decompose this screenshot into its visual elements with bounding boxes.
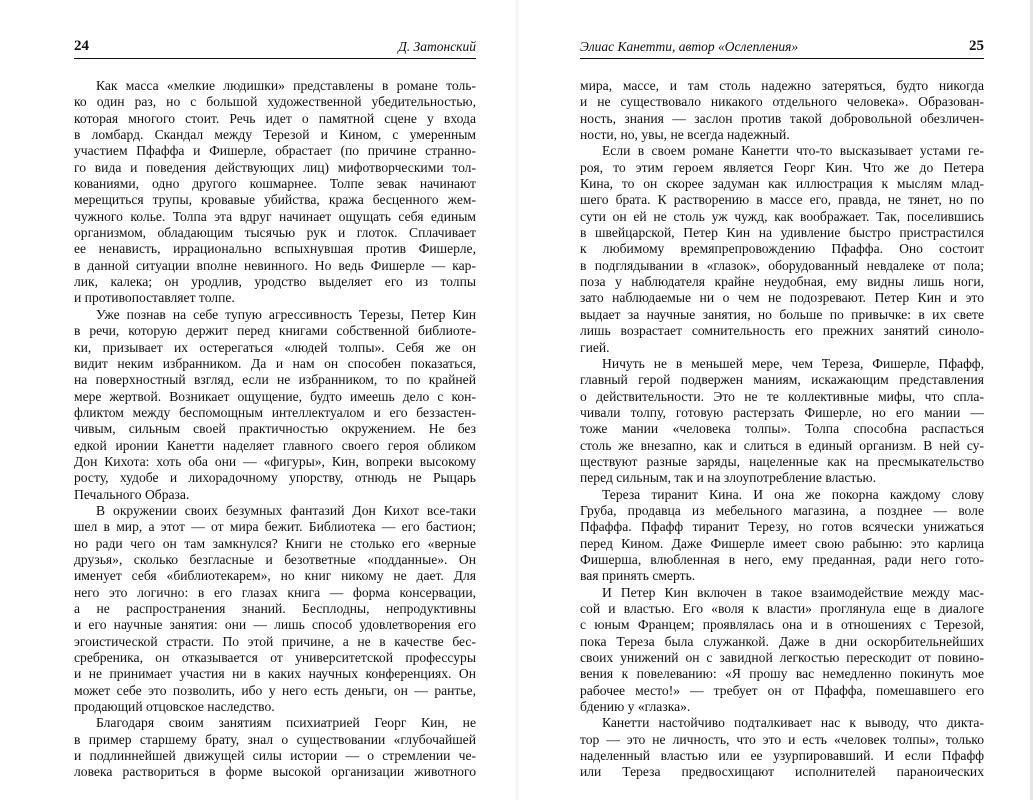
text-line: на поверхностный взгляд, если не избранником, то по крайней xyxy=(74,372,476,388)
text-line: Пфаффа. Пфафф тиранит Терезу, но готов всячески унижаться xyxy=(580,519,984,535)
text-line: с юным Францем; проявлялась она и в отношениях с Терезой, xyxy=(580,617,984,633)
text-line: Тереза тиранит Кина. И она же покорна каждому слову xyxy=(602,486,984,502)
text-line: лишь возрастает сомнительность его прежних занятий синоло- xyxy=(580,323,984,339)
text-line: роя, то этим героем является Георг Кин. Что же до Петера xyxy=(580,159,984,175)
text-line: мира, массе, и там столь надежно затеряться, будто никогда xyxy=(580,78,984,93)
text-line: в подглядывании в «глазок», оборудованный невдалеке от пола; xyxy=(580,257,984,273)
text-line: шего брата. К растворению в массе его, правда, не тянет, но по xyxy=(580,192,984,208)
text-line: вая принять смерть. xyxy=(580,568,696,584)
text-line: продающий отцовское наследство. xyxy=(74,699,275,715)
right-page xyxy=(580,0,984,800)
text-line: И Петер Кин включен в такое взаимодействие между мас- xyxy=(602,584,984,600)
left-page-text xyxy=(74,78,476,781)
text-line: Благодаря своим занятиям психиатрией Георг Кин, не xyxy=(96,715,476,731)
text-line: и его научные занятия: они — лишь способ удовлетворения его xyxy=(74,617,476,633)
text-line: Как масса «мелкие людишки» представлены в романе толь- xyxy=(96,78,476,93)
text-line: бдению у «глазка». xyxy=(580,699,691,715)
text-line: Фишерша, влюбленная в него, ему преданная, ради него гото- xyxy=(580,551,984,567)
page-number: 25 xyxy=(969,38,984,54)
text-line: чужного колье. Толпа эта вдруг начинает ощущать себя единым xyxy=(74,208,476,224)
text-line: организмом, обладающим тысячью рук и глоток. Сплачивает xyxy=(74,225,476,241)
text-line: тоже мании «человека толпы». Толпа способна распасться xyxy=(580,421,984,437)
text-line: кованиями, одно другого кошмарнее. Толпе зевак начинают xyxy=(74,176,476,192)
text-line: лик, калека; он уродлив, уродство выделяет его из толпы xyxy=(74,274,476,290)
text-line: участием Пфаффа и Фишерле, обрастает (по причине странно- xyxy=(74,143,476,159)
text-line: зато наблюдаемые ни о чем не подозревают. Петер Кин и это xyxy=(580,290,984,306)
text-line: в данной ситуации вполне невинного. Но ведь Фишерле — кар- xyxy=(74,257,476,273)
text-line: Кина, то он скорее задуман как иллюстрация к мыслям млад- xyxy=(580,176,984,192)
text-line: Печального Образа. xyxy=(74,486,190,502)
text-line: Канетти настойчиво подталкивает нас к выводу, что дикта- xyxy=(602,715,984,731)
left-page xyxy=(74,0,476,800)
text-line: перед сильным, так и на злоупотребление властью. xyxy=(580,470,877,486)
text-line: в речи, которую держит перед книгами собственной библиоте- xyxy=(74,323,476,339)
text-line: и не существовало никакого отдельного человека». Образован- xyxy=(580,94,984,110)
text-line: и противопоставляет толпе. xyxy=(74,290,235,306)
text-line: и подлиннейшей движущей силы истории — о стремлении че- xyxy=(74,748,476,764)
text-line: гией. xyxy=(580,339,610,355)
text-line: перед Кином. Даже Фишерле имеет свою рабыню: это карлица xyxy=(580,535,984,551)
text-line: мере жертвой. Возникает ощущение, будто имеешь дело с кон- xyxy=(74,388,476,404)
text-line: го вида и поведения действующих лиц) мифотворческими тол- xyxy=(74,159,476,175)
text-line: чивали толпу, готовую растерзать Фишерле, но его мании — xyxy=(580,404,984,420)
text-line: выдает за научные занятия, но больше по привычке: в их свете xyxy=(580,306,984,322)
text-line: сребреника, он отказывается от университетской профессуры xyxy=(74,650,476,666)
page-number: 24 xyxy=(74,38,89,54)
right-page-header xyxy=(580,38,984,59)
book-gutter xyxy=(514,0,520,800)
text-line: ки, призывает их остерегаться «людей толпы». Себя же он xyxy=(74,339,476,355)
text-line: и не принимает участия ни в каких научных конференциях. Он xyxy=(74,666,476,682)
text-line: Уже познав на себе тупую агрессивность Терезы, Петер Кин xyxy=(96,306,476,322)
text-line: Ничуть не в меньшей мере, чем Тереза, Фишерле, Пфафф, xyxy=(602,355,984,371)
text-line: Груба, продавца из мебельного магазина, а позднее — воле xyxy=(580,502,984,518)
text-line: фликтом между беспомощным интеллектуалом и его беззастен- xyxy=(74,404,476,420)
left-page-header xyxy=(74,38,476,59)
text-line: сой и властью. Его «воля к власти» проглянула еще в диалоге xyxy=(580,601,984,616)
text-line: в пример старшему брату, знал о существовании «глубочайшей xyxy=(74,731,476,747)
text-line: него это логично: в его глазах книга — форма консервации, xyxy=(74,584,476,600)
text-line: видит неким избранником. Да и нам он способен показаться, xyxy=(74,355,476,371)
text-line: а не распространения знаний. Бесплодны, непродуктивны xyxy=(74,601,476,616)
text-line: росту, худобе и лихорадочному упорству, отнюдь не Рыцарь xyxy=(74,470,476,486)
text-line: друзья», сколько безгласные и безответные «подданные». Он xyxy=(74,551,476,567)
text-line: шел в мир, а этот — от мира бежит. Библиотека — его бастион; xyxy=(74,519,476,535)
text-line: пока Тереза была служанкой. Даже в дни оскорбительнейших xyxy=(580,633,984,649)
text-line: мерещиться трупы, кровавые убийства, кража бесценного жем- xyxy=(74,192,476,208)
text-line: ко один раз, но с большой художественной убедительностью, xyxy=(74,94,476,110)
text-line: ловека раствориться в форме высокой организации животного xyxy=(74,764,476,780)
right-page-text xyxy=(580,78,984,781)
text-line: ности, но, увы, не всегда надежный. xyxy=(580,127,790,143)
text-line: Если в своем романе Канетти что-то высказывает устами ге- xyxy=(602,143,984,159)
running-head: Д. Затонский xyxy=(398,39,476,54)
text-line: наделенный властью или ее узурпировавший. И если Пфафф xyxy=(580,748,984,764)
text-line: поза у наблюдателя крайне неудобная, ему видны лишь ноги, xyxy=(580,274,984,290)
text-line: чивым, сильным своей практичностью окружением. Не без xyxy=(74,421,476,437)
text-line: или Тереза предвосхищают исполнителей параноических xyxy=(580,764,984,780)
text-line: о действительности. Это не те коллективные мифы, что спла- xyxy=(580,388,984,404)
text-line: едкой иронии Канетти наделяет главного своего героя обликом xyxy=(74,437,476,453)
text-line: ее ненависть, иррационально вспыхнувшая против Фишерле, xyxy=(74,241,476,257)
text-line: В окружении своих безумных фантазий Дон Кихот все-таки xyxy=(96,502,476,518)
text-line: в швейцарской, Петер Кин на удивление быстро пристрастился xyxy=(580,225,984,241)
text-line: своих унижений он с завидной легкостью перескодит от повино- xyxy=(580,650,984,666)
text-line: столь же внезапно, как и слиться в единый организм. В ней су- xyxy=(580,437,984,453)
running-head: Элиас Канетти, автор «Ослепления» xyxy=(580,39,799,54)
text-line: которая многого стоит. Речь идет о памятной сцене у входа xyxy=(74,110,476,126)
text-line: может себе это позволить, ибо у него есть деньги, он — рантье, xyxy=(74,682,476,698)
text-line: ность, знания — заслон против такой добровольной обезличен- xyxy=(580,110,984,126)
text-line: рабочее место!» — требует он от Пфаффа, помешавшего его xyxy=(580,682,984,698)
text-line: именует себя «библиотекарем», но книг никому не дает. Для xyxy=(74,568,476,584)
text-line: Дон Кихота: хоть оба они — «фигуры», Кин, вопреки высокому xyxy=(74,453,476,469)
text-line: к любимому времяпрепровождению Пфаффа. Оно состоит xyxy=(580,241,984,257)
text-line: ществуют разные заряды, нацеленные как на пресмыкательство xyxy=(580,453,984,469)
text-line: тор — это не личность, что это и есть «человек толпы», только xyxy=(580,731,984,747)
text-line: сути он ей не столь уж чужд, как воображает. Так, поселившись xyxy=(580,208,984,224)
text-line: эгоистической страсти. По этой причине, а не в качестве бес- xyxy=(74,633,476,649)
text-line: но ради чего он там замкнулся? Книги не столько его «верные xyxy=(74,535,476,551)
text-line: главный герой подвержен маниям, искажающим представления xyxy=(580,372,984,388)
text-line: вения к повелеванию: «Я прошу вас немедленно покинуть мое xyxy=(580,666,984,682)
text-line: в ломбард. Скандал между Терезой и Кином, с умеренным xyxy=(74,127,476,143)
